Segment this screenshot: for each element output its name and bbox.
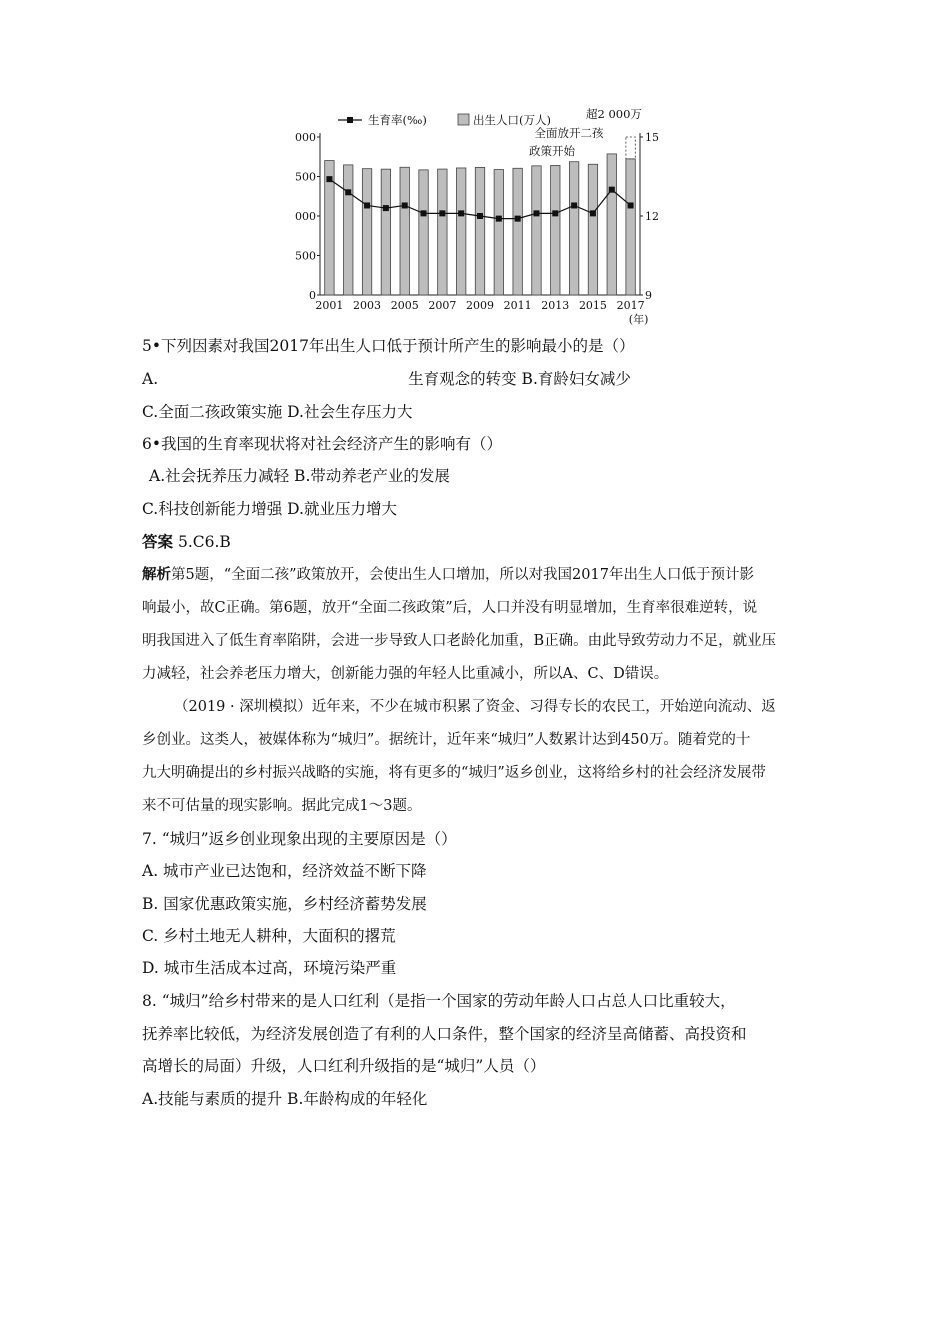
analysis-line-4: 力减轻，社会养老压力增大，创新能力强的年轻人比重减小，所以A、C、D错误。 bbox=[142, 666, 669, 682]
passage-line-3: 九大明确提出的乡村振兴战略的实施，将有更多的“城归”返乡创业，这将给乡村的社会经济发展带 bbox=[142, 765, 766, 781]
analysis-line-1 bbox=[142, 565, 754, 585]
q5-option-cd: C.全面二孩政策实施 D.社会生存压力大 bbox=[142, 403, 413, 421]
answer-label: 答案 bbox=[142, 532, 174, 551]
annotation-policy-2: 政策开始 bbox=[529, 144, 575, 158]
q7-option-b: B. 国家优惠政策实施，乡村经济蓄势发展 bbox=[142, 895, 427, 913]
x-tick-label: 2005 bbox=[390, 299, 419, 312]
passage-line-4: 来不可估量的现实影响。据此完成1〜3题。 bbox=[142, 798, 422, 814]
analysis-line-3: 明我国进入了低生育率陷阱，会进一步导致人口老龄化加重，B正确。由此导致劳动力不足，就业压 bbox=[142, 633, 777, 649]
legend-bar-swatch bbox=[458, 114, 469, 125]
bar-birth-population bbox=[494, 170, 503, 295]
left-tick-label: 000 bbox=[295, 210, 316, 223]
bar-birth-population bbox=[400, 167, 409, 295]
q6-stem: 6•我国的生育率现状将对社会经济产生的影响有（） bbox=[142, 435, 503, 453]
left-tick-label: 0 bbox=[309, 289, 316, 302]
x-tick-label: 2011 bbox=[503, 299, 532, 312]
legend-label-fertility: 生育率(‰) bbox=[368, 113, 427, 127]
x-tick-label: 2001 bbox=[315, 299, 344, 312]
answer-text: 5.C6.B bbox=[177, 533, 231, 551]
q8-option-ab: A.技能与素质的提升 B.年龄构成的年轻化 bbox=[142, 1090, 428, 1108]
left-tick-label: 500 bbox=[295, 249, 316, 263]
x-tick-label: 2013 bbox=[541, 299, 570, 312]
annotation-policy-1: 全面放开二孩 bbox=[534, 126, 604, 140]
q5-opt-a-label: A. bbox=[142, 370, 159, 388]
bar-birth-population bbox=[381, 169, 390, 295]
q7-stem: 7. “城归”返乡创业现象出现的主要原因是（） bbox=[142, 830, 457, 848]
q6-option-cd: C.科技创新能力增强 D.就业压力增大 bbox=[142, 500, 397, 518]
point-fertility-rate bbox=[477, 213, 483, 219]
left-tick-label: 000 bbox=[295, 131, 316, 144]
point-fertility-rate bbox=[515, 216, 521, 222]
bar-birth-population bbox=[362, 169, 371, 295]
bar-birth-population bbox=[475, 167, 484, 295]
left-tick-label: 500 bbox=[295, 170, 316, 184]
point-fertility-rate bbox=[533, 210, 539, 216]
x-tick-label: 2003 bbox=[353, 299, 382, 312]
point-fertility-rate bbox=[571, 202, 577, 208]
q6-option-ab: A.社会抚养压力减轻 B.带动养老产业的发展 bbox=[149, 467, 450, 485]
point-fertility-rate bbox=[421, 210, 427, 216]
bar-birth-population bbox=[569, 162, 578, 295]
q8-line-3: 高增长的局面）升级，人口红利升级指的是“城归”人员（） bbox=[142, 1057, 546, 1075]
q5-stem: 5•下列因素对我国2017年出生人口低于预计所产生的影响最小的是（） bbox=[142, 337, 635, 355]
annotation-over-2000: 超2 000万 bbox=[586, 107, 642, 121]
point-fertility-rate bbox=[383, 205, 389, 211]
x-tick-label: 2015 bbox=[578, 299, 607, 312]
point-fertility-rate bbox=[496, 216, 502, 222]
q5-opt-a-rest: 生育观念的转变 B.育龄妇女减少 bbox=[408, 370, 631, 388]
q8-line-1: 8. “城归”给乡村带来的是人口红利（是指一个国家的劳动年龄人口占总人口比重较大， bbox=[142, 992, 736, 1010]
right-tick-label: 15 bbox=[645, 131, 659, 144]
bar-birth-population bbox=[419, 170, 428, 295]
legend-point-swatch bbox=[347, 117, 353, 123]
point-fertility-rate bbox=[628, 202, 634, 208]
q5-option-a bbox=[142, 369, 631, 389]
legend-label-births: 出生人口(万人) bbox=[473, 113, 551, 127]
chart-svg bbox=[290, 100, 660, 330]
right-tick-label: 12 bbox=[645, 210, 659, 223]
point-fertility-rate bbox=[609, 187, 615, 193]
q8-line-2: 抚养率比较低，为经济发展创造了有利的人口条件，整个国家的经济呈高储蓄、高投资和 bbox=[142, 1025, 747, 1043]
target-dashed-box bbox=[626, 137, 635, 159]
point-fertility-rate bbox=[402, 202, 408, 208]
bar-birth-population bbox=[588, 164, 597, 295]
answer bbox=[142, 532, 231, 552]
bar-birth-population bbox=[344, 165, 353, 295]
bar-birth-population bbox=[551, 165, 560, 295]
point-fertility-rate bbox=[364, 202, 370, 208]
point-fertility-rate bbox=[326, 176, 332, 182]
q7-option-d: D. 城市生活成本过高，环境污染严重 bbox=[142, 959, 397, 977]
point-fertility-rate bbox=[552, 210, 558, 216]
bar-birth-population bbox=[607, 154, 616, 295]
birth-rate-chart bbox=[290, 100, 660, 330]
analysis-label: 解析 bbox=[142, 566, 171, 583]
analysis-line-2: 响最小，故C正确。第6题，放开“全面二孩政策”后，人口并没有明显增加，生育率很难逆转，说 bbox=[142, 600, 758, 616]
point-fertility-rate bbox=[458, 210, 464, 216]
q7-option-a: A. 城市产业已达饱和，经济效益不断下降 bbox=[142, 862, 427, 880]
analysis-text-1: 第5题，“全面二孩”政策放开，会使出生人口增加，所以对我国2017年出生人口低于预计影 bbox=[171, 567, 754, 583]
x-tick-label: 2017 bbox=[616, 299, 645, 312]
x-unit-label: (年) bbox=[628, 313, 649, 326]
point-fertility-rate bbox=[590, 210, 596, 216]
passage-line-2: 乡创业。这类人，被媒体称为“城归”。据统计，近年来“城归”人数累计达到450万。随着党的十 bbox=[142, 732, 751, 748]
bar-birth-population bbox=[532, 166, 541, 295]
bar-birth-population bbox=[438, 169, 447, 295]
bar-birth-population bbox=[456, 168, 465, 295]
point-fertility-rate bbox=[439, 210, 445, 216]
bar-birth-population bbox=[626, 159, 635, 295]
point-fertility-rate bbox=[345, 189, 351, 195]
x-tick-label: 2007 bbox=[428, 299, 457, 312]
x-tick-label: 2009 bbox=[466, 299, 494, 312]
bar-birth-population bbox=[513, 168, 522, 295]
right-tick-label: 9 bbox=[645, 289, 652, 302]
passage-line-1: （2019 · 深圳模拟）近年来，不少在城市积累了资金、习得专长的农民工，开始逆向流动、返 bbox=[174, 699, 776, 715]
q7-option-c: C. 乡村土地无人耕种，大面积的撂荒 bbox=[142, 927, 396, 945]
